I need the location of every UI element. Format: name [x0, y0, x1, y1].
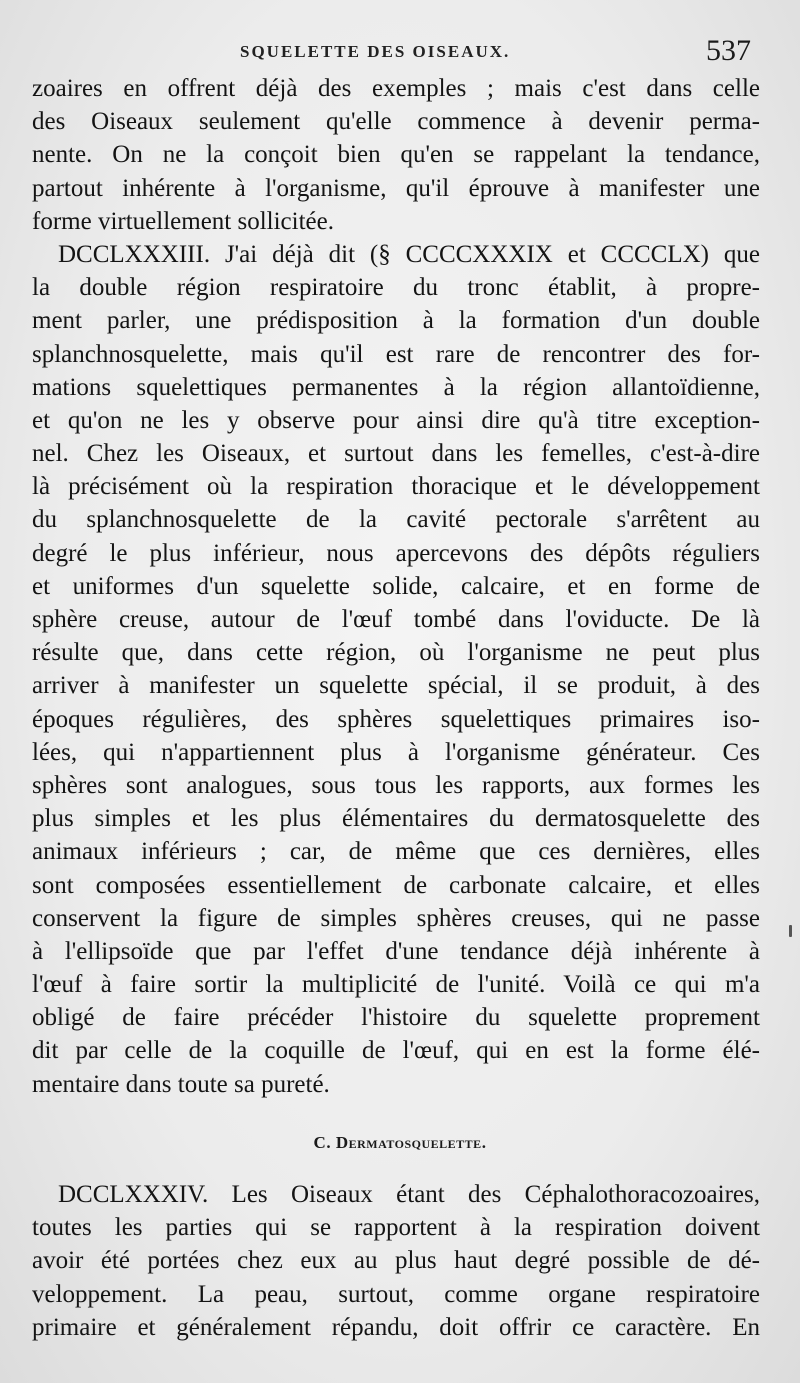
running-title: SQUELETTE DES OISEAUX.: [240, 42, 511, 61]
page-number: 537: [706, 34, 751, 67]
text-line: splanchnosquelette, mais qu'il est rare de rencontrer des for-: [32, 340, 760, 368]
text-line: sont composées essentiellement de carbonate calcaire, et elles: [32, 871, 760, 899]
body-text-top: [32, 72, 760, 1101]
text-line: à l'ellipsoïde que par l'effet d'une tendance déjà inhérente à: [32, 937, 760, 965]
text-line: nel. Chez les Oiseaux, et surtout dans les femelles, c'est-à-dire: [32, 440, 760, 468]
text-line: sphère creuse, autour de l'œuf tombé dans l'oviducte. De là: [32, 606, 760, 633]
text-line: plus simples et les plus élémentaires du dermatosquelette des: [32, 805, 760, 833]
margin-mark: [789, 925, 792, 937]
text-line: arriver à manifester un squelette spécial, il se produit, à des: [32, 672, 760, 700]
text-line: des Oiseaux seulement qu'elle commence à devenir perma-: [32, 108, 760, 136]
text-line: degré le plus inférieur, nous apercevons des dépôts réguliers: [32, 539, 760, 567]
text-line: et qu'on ne les y observe pour ainsi dire qu'à titre exception-: [32, 406, 760, 434]
text-line: animaux inférieurs ; car, de même que ces dernières, elles: [32, 838, 760, 866]
text-line: conservent la figure de simples sphères creuses, qui ne passe: [32, 904, 760, 932]
text-line: là précisément où la respiration thoracique et le développement: [32, 473, 760, 501]
text-line: du splanchnosquelette de la cavité pectorale s'arrêtent au: [32, 506, 760, 534]
text-line: mations squelettiques permanentes à la région allantoïdienne,: [32, 373, 760, 401]
text-line: toutes les parties qui se rapportent à la respiration doivent: [32, 1214, 760, 1242]
text-line: époques régulières, des sphères squelettiques primaires iso-: [32, 705, 760, 733]
running-head: [0, 34, 800, 74]
text-line: dit par celle de la coquille de l'œuf, qui en est la forme élé-: [32, 1037, 760, 1065]
text-line: primaire et généralement répandu, doit offrir ce caractère. En: [32, 1313, 760, 1341]
text-line: ment parler, une prédisposition à la formation d'un double: [32, 307, 760, 335]
text-line: sphères sont analogues, sous tous les rapports, aux formes les: [32, 771, 760, 799]
text-line: résulte que, dans cette région, où l'organisme ne peut plus: [32, 639, 760, 667]
text-line: la double région respiratoire du tronc établit, à propre-: [32, 274, 760, 302]
text-line: zoaires en offrent déjà des exemples ; mais c'est dans celle: [32, 75, 760, 102]
section-heading: C. Dermatosquelette.: [313, 1133, 487, 1152]
text-line: partout inhérente à l'organisme, qu'il éprouve à manifester une: [32, 174, 760, 202]
body-text-bottom: [32, 1178, 760, 1344]
text-line: obligé de faire précéder l'histoire du squelette proprement: [32, 1004, 760, 1032]
text-line: lées, qui n'appartiennent plus à l'organisme générateur. Ces: [32, 738, 760, 766]
text-line: veloppement. La peau, surtout, comme organe respiratoire: [32, 1280, 760, 1308]
text-line: forme virtuellement sollicitée.: [32, 207, 334, 235]
text-line: l'œuf à faire sortir la multiplicité de l'unité. Voilà ce qui m'a: [32, 971, 760, 999]
text-line: et uniformes d'un squelette solide, calcaire, et en forme de: [32, 572, 760, 600]
text-line: nente. On ne la conçoit bien qu'en se rappelant la tendance,: [32, 141, 760, 169]
text-line: avoir été portées chez eux au plus haut degré possible de dé-: [32, 1247, 760, 1275]
paragraph-start-line: DCCLXXXIII. J'ai déjà dit (§ CCCCXXXIX et CCCCLX) que: [58, 240, 760, 268]
text-line: mentaire dans toute sa pureté.: [32, 1070, 330, 1098]
paragraph-start-line: DCCLXXXIV. Les Oiseaux étant des Céphalothoracozoaires,: [58, 1181, 760, 1208]
